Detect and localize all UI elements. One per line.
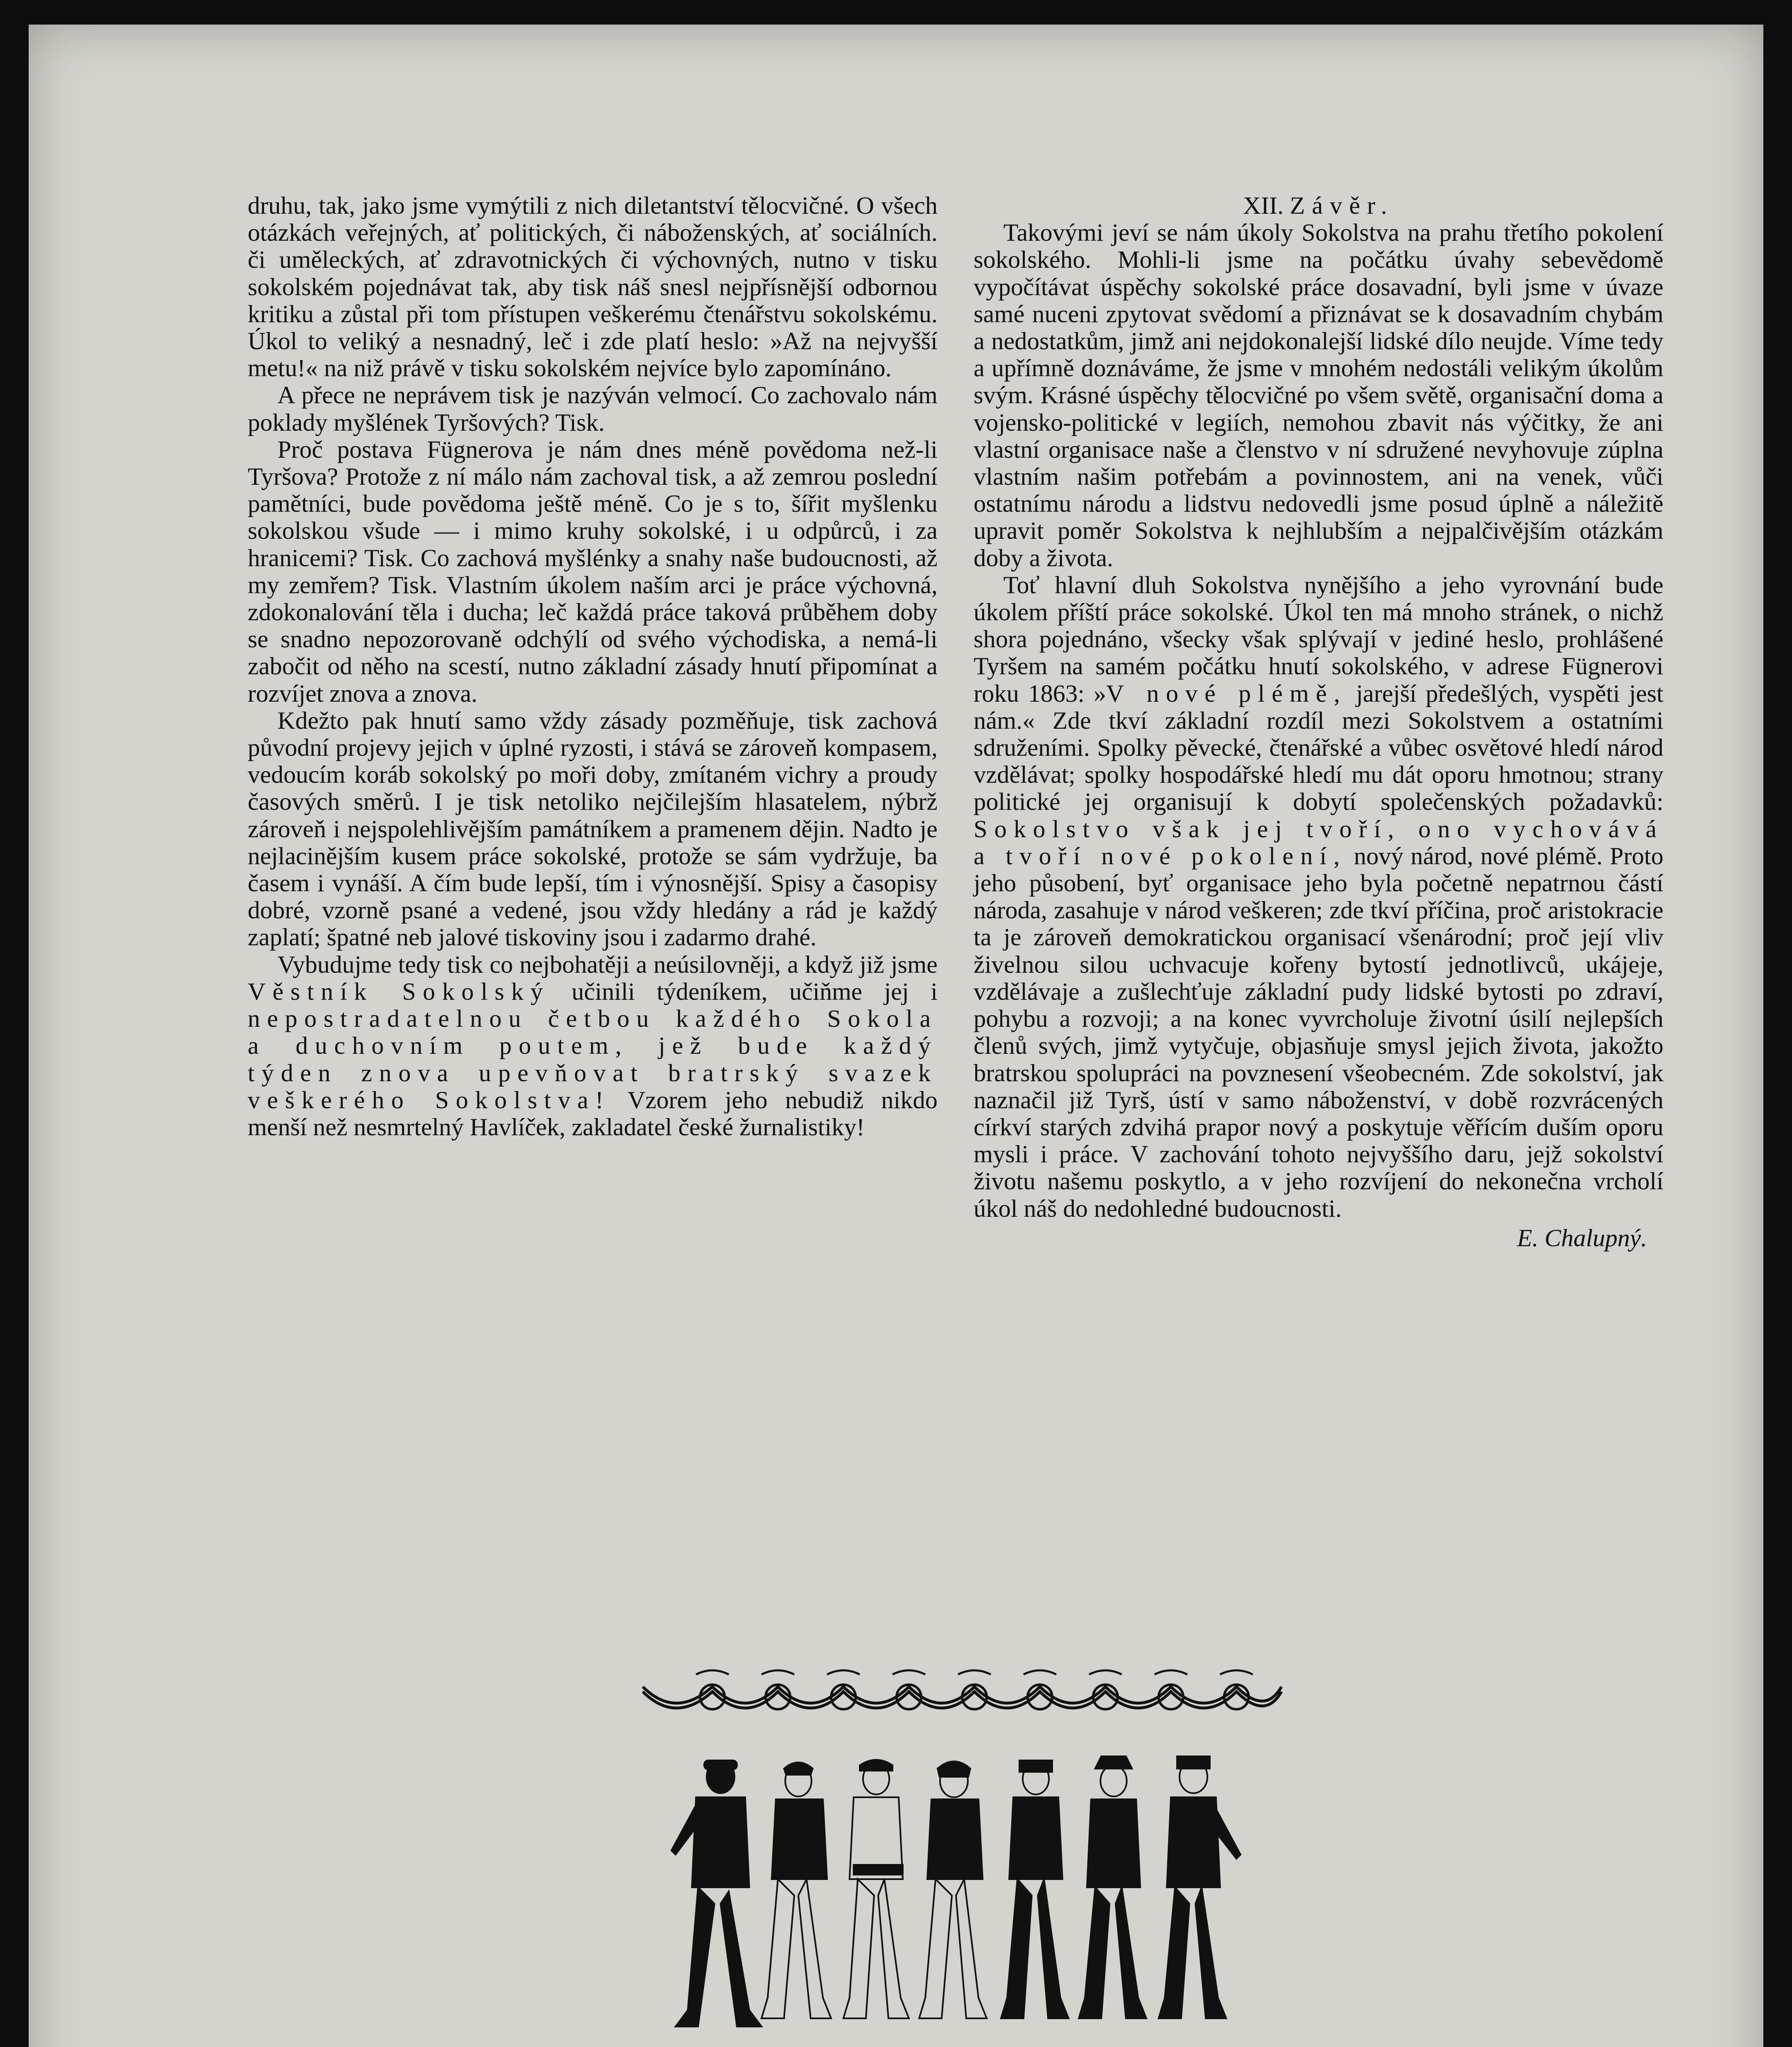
paragraph-build-press (248, 951, 938, 1141)
heading-number: XII. (1243, 192, 1284, 219)
author-signature: E. Chalupný. (1517, 1224, 1647, 1252)
text-run: Vzorem jeho nebudiž nikdo menší než nesmrtelný Havlíček, zakladatel české žurnalistiky! (248, 1086, 938, 1141)
paragraph-compass: Kdežto pak hnutí samo vždy zásady pozměňuje, tisk zachová původní projevy jejich v úplné ryzosti, i stává se zároveň kompasem, vedoucím koráb sokolský po moři doby, zmítaném vichry a proudy časových směrů. I je tisk netoliko nejčilejším hlasatelem, nýbrž zároveň i nejspolehlivějším památníkem a pramenem dějin. Nadto je nejlacinějším kusem práce sokolské, protože se sám vydržuje, ba časem i vynáší. A čím bude lepší, tím i výnosnější. Spisy a časopisy dobré, vzorně psané a vedené, jsou vždy hledány a rád je každý zaplatí; špatné neb jalové tiskoviny jsou i zadarmo drahé. (248, 707, 938, 951)
text-run: jarejší předešlých, vyspěti jest nám.« Zde tkví základní rozdíl mezi Sokolstvem a ostatními sdruženími. Spolky pěvecké, čtenářské a vůbec osvětové hledí národ vzdělávat; spolky hospodářské hledí mu dát oporu hmotnou; strany politické jej organisují k dobytí společenských požadavků: (974, 680, 1663, 816)
section-heading (974, 192, 1663, 219)
paragraph-press-power: A přece ne neprávem tisk je nazýván velmocí. Co zachovalo nám poklady myšlének Tyršových? Tisk. (248, 382, 938, 436)
left-column (248, 192, 938, 1141)
spaced-text: nepostradatelnou četbou každého Sokola a duchovním poutem, jež bude každý týden znova upevňovat bratrský svazek veškerého Sokolstva! (248, 1005, 938, 1114)
text-run: Vybudujme tedy tisk co nejbohatěji a neúsilovněji, a když již jsme (277, 951, 938, 978)
heading-title: Závěr. (1290, 192, 1394, 219)
text-run: nový národ, nové plémě. Proto jeho působení, byť organisace jeho byla početně nepatrnou částí národa, zasahuje v národ veškeren; zde tkví příčina, proč aristokracie ta je zároveň demokratickou organisací všenárodní; proč její vliv živelnou silou uchvacuje kořeny bytostí jednotlivců, ukájeje, vzdělávaje a zušlechťuje základní pudy lidské bytosti po zdraví, pohybu a rozvoji; a na konec vyvrcholuje životní úsilí nejlepších členů svých, jimž vytyčuje, objasňuje smysl jejich života, jakožto bratrskou spolupráci na povznesení všeobecném. Zde sokolství, jak naznačil již Tyrš, ústí v samo náboženství, v době rozvrácených církví starých zdvihá prapor nový a poskytuje věřícím duším oporu mysli i práce. V zachování tohoto nejvyššího daru, jejž sokolství životu našemu poskytlo, a v jeho rozvíjení do nekonečna vrcholí úkol náš do nedohledné budoucnosti. (974, 842, 1663, 1222)
paragraph-main-debt (974, 572, 1663, 1222)
text-run: učinili týdeníkem, učiňme jej i (549, 978, 938, 1005)
page (29, 25, 1763, 2047)
paragraph-conclusion: Takovými jeví se nám úkoly Sokolstva na prahu třetího pokolení sokolského. Mohli-li jsme na počátku úvahy sebevědomě vypočítávat úspěchy sokolské práce dosavadní, byli jsme v úvaze samé nuceni zpytovat svědomí a přiznávat se k dosavadním chybám a nedostatkům, jimž ani nejdokonalejší lidské dílo neujde. Víme tedy a upřímně doznáváme, že jsme v mnohém nedostáli velikým úkolům svým. Krásné úspěchy tělocvičné po všem světě, organisační doma a vojensko-politické v legiích, nemohou zbavit nás výčitky, že ani vlastní organisace naše a členstvo v ní sdružené nevyhovuje zúplna vlastním našim potřebám a povinnostem, ani na venek, vůči ostatnímu národu a lidstvu nedovedli jsme posud úplně a náležitě upravit poměr Sokolstva k nejhlubším a nejpalčivějším otázkám doby a života. (974, 219, 1663, 572)
sokol-figures-illustration (626, 1658, 1298, 2047)
text-run: Toť hlavní dluh Sokolstva nynějšího a jeho vyrovnání bude úkolem příští práce sokolské. Úkol ten má mnoho stránek, o nichž shora pojednáno, všecky však splývají v jediné heslo, prohlášené Tyršem na samém počátku hnutí sokolského, v adrese Fügnerovi roku 1863: » (974, 571, 1663, 707)
spaced-text: V nové plémě, (1106, 680, 1347, 707)
right-column (974, 192, 1663, 1252)
garland-icon (643, 1670, 1281, 1709)
spaced-text: Sokolstvo však jej tvoří, ono vychovává a tvoří nové pokolení, (974, 815, 1663, 870)
paragraph-fugner: Proč postava Fügnerova je nám dnes méně povědoma než-li Tyršova? Protože z ní málo nám zachoval tisk, a až zemrou poslední pamětníci, bude povědoma ještě méně. Co je s to, šířit myšlenku sokolskou všude — i mimo kruhy sokolské, i u odpůrců, i za hranicemi? Tisk. Co zachová myšlénky a snahy naše budoucnosti, až my zemřem? Tisk. Vlastním úkolem naším arci je práce výchovná, zdokonalování těla i ducha; leč každá práce taková průběhem doby se snadno nepozorovaně odchýlí od svého východiska, a nemá-li zabočit od něho na scestí, nutno základní zásady hnutí připomínat a rozvíjet znova a znova. (248, 436, 938, 707)
paragraph-press-criticism: druhu, tak, jako jsme vymýtili z nich diletantství tělocvičné. O všech otázkách veřejných, ať politických, či náboženských, ať sociálních. či uměleckých, ať zdravotnických či výchovných, nutno v tisku sokolském pojednávat tak, aby tisk náš snesl nejpřísnější odbornou kritiku a zůstal při tom přístupen veškerému čtenářstvu sokolskému. Úkol to veliký a nesnadný, leč i zde platí heslo: »Až na nejvyšší metu!« na niž právě v tisku sokolském nejvíce bylo zapomínáno. (248, 192, 938, 382)
dancing-figures-icon (671, 1756, 1241, 2027)
spaced-text: Věstník Sokolský (248, 978, 550, 1005)
